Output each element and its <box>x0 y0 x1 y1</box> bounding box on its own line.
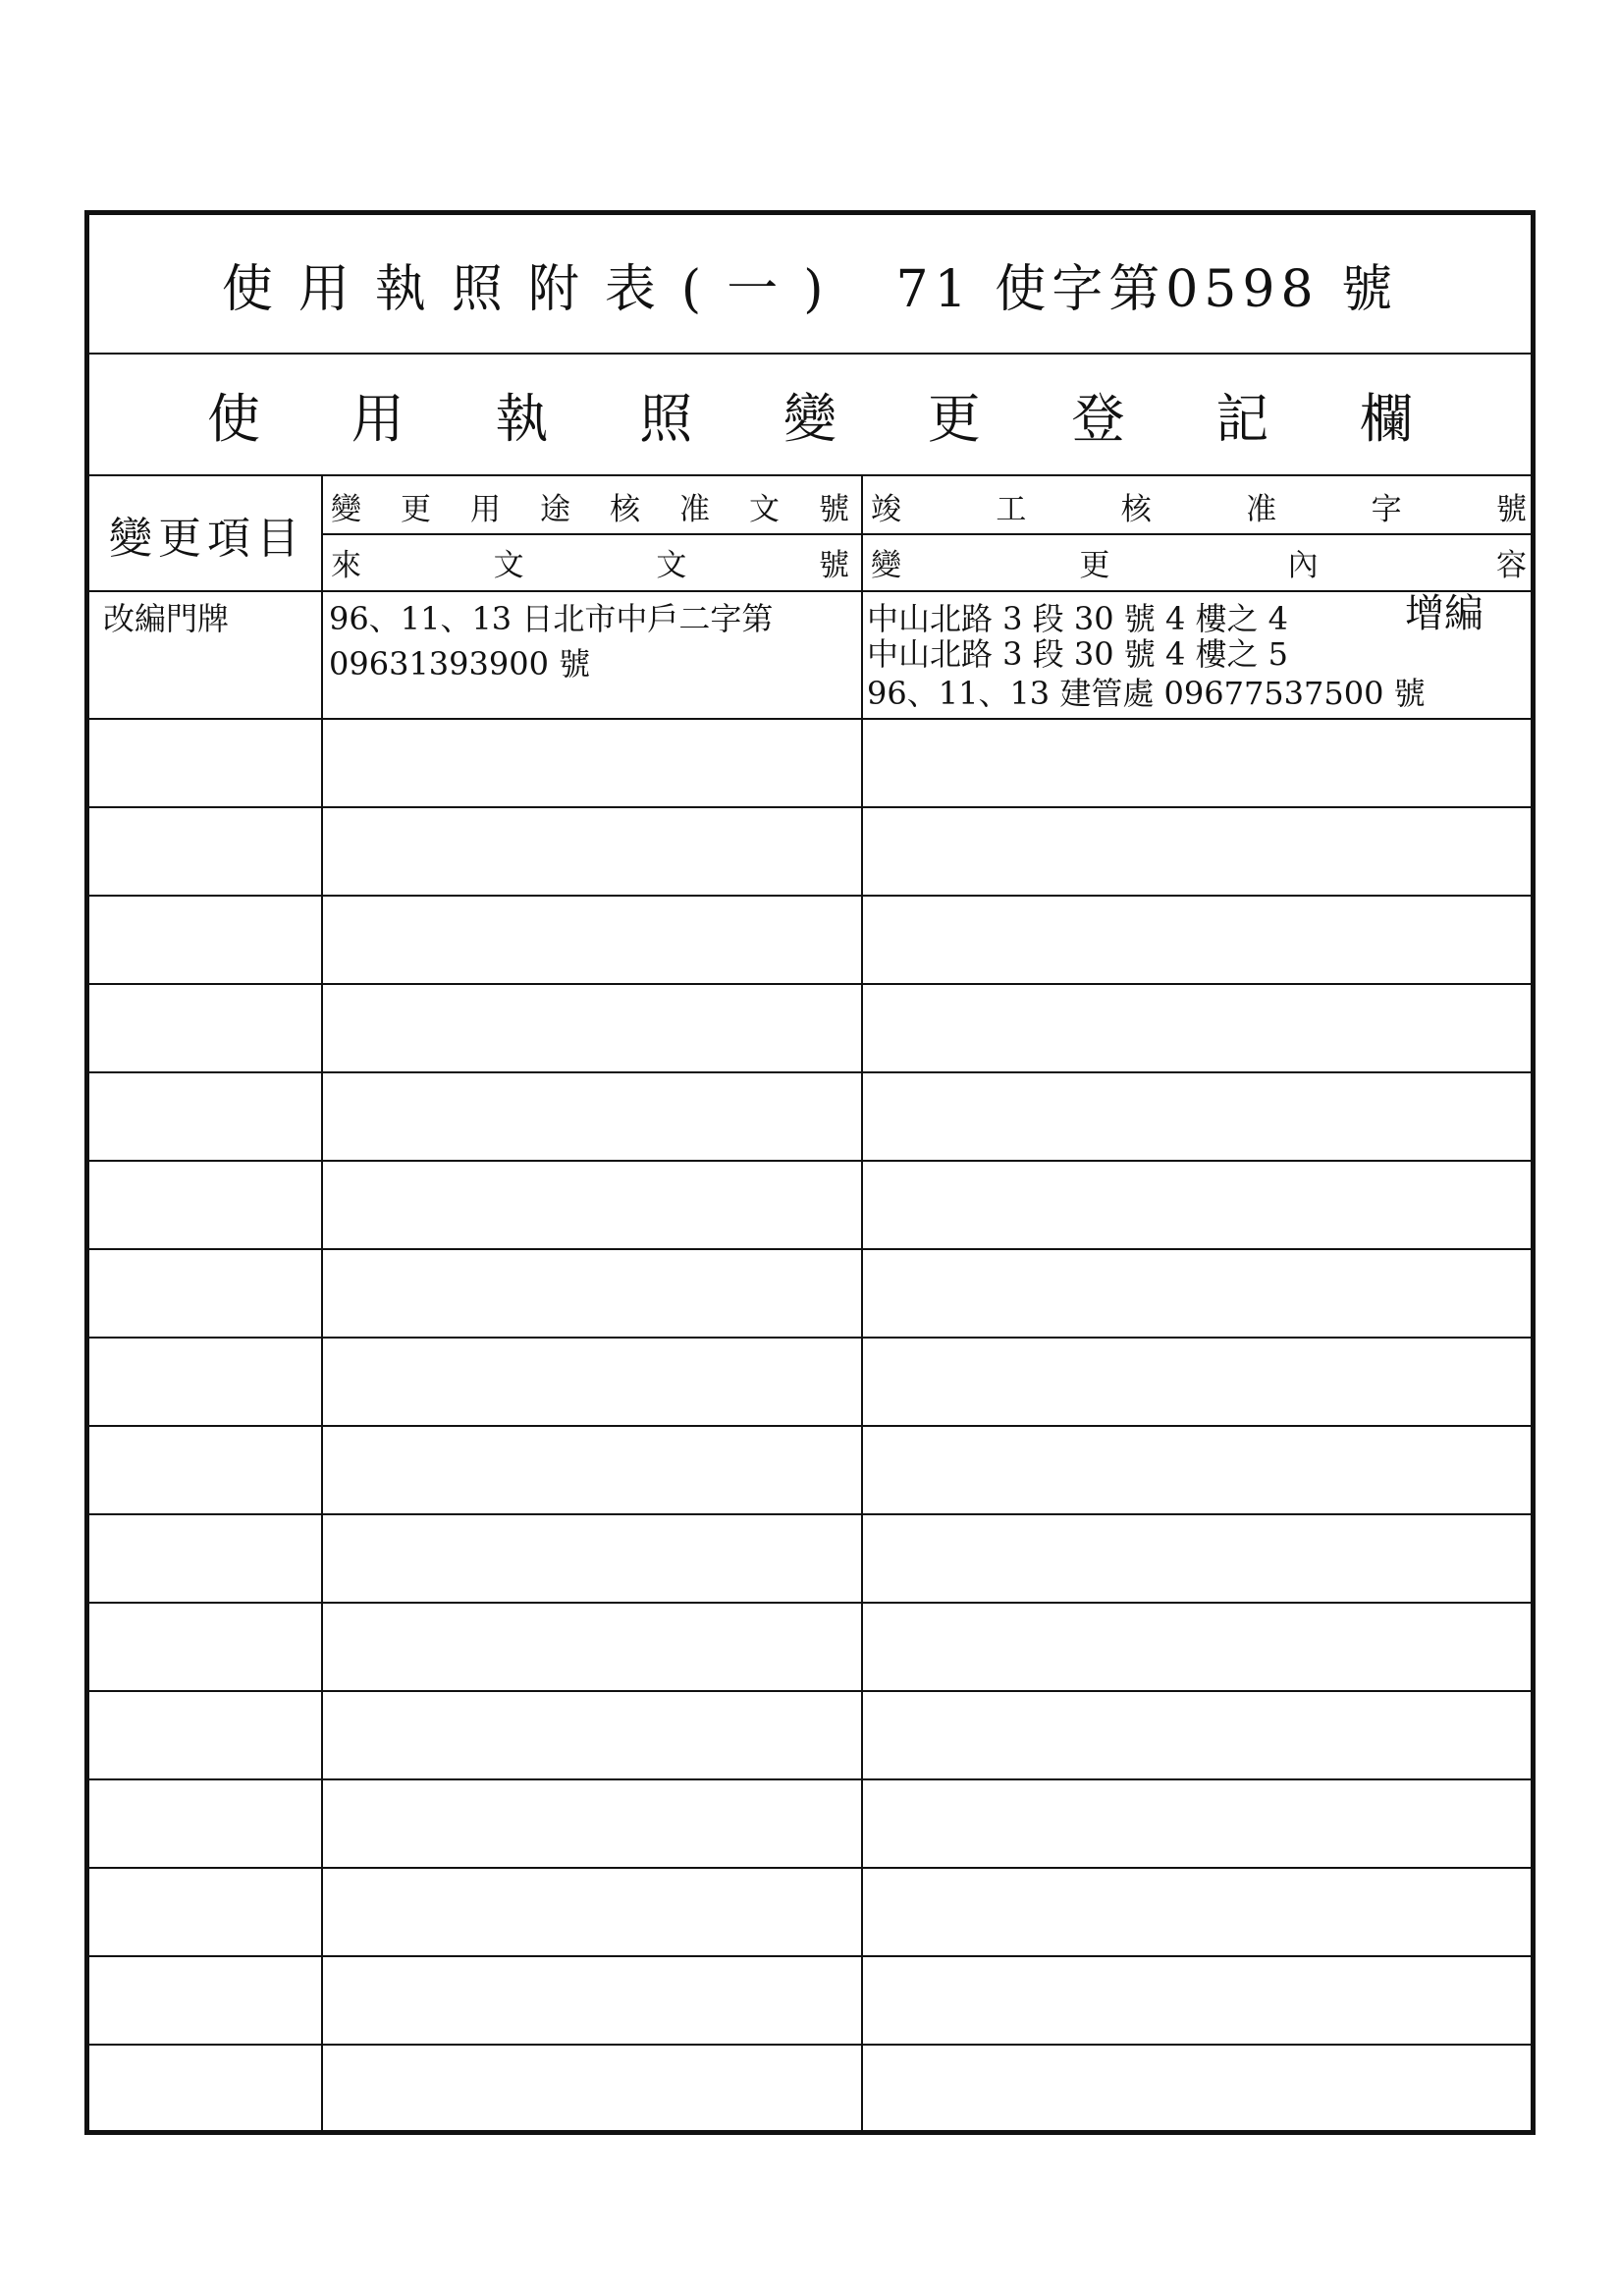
row-divider <box>89 1513 1531 1515</box>
header-char: 核 <box>610 491 640 527</box>
header-char: 號 <box>818 547 849 583</box>
change-content-header <box>871 535 1527 588</box>
header-char: 內 <box>1287 547 1319 583</box>
column-divider <box>321 474 323 2130</box>
entry-content-line: 中山北路 3 段 30 號 4 樓之 4 <box>867 600 1289 637</box>
row-divider <box>89 895 1531 897</box>
header-char: 號 <box>1495 491 1527 527</box>
register-title-char: 欄 <box>1360 387 1413 450</box>
row-divider <box>89 2044 1531 2046</box>
entry-doc-line: 96、11、13 日北市中戶二字第 <box>329 600 774 637</box>
incoming-doc-header <box>331 535 849 588</box>
row-divider <box>89 1778 1531 1780</box>
row-divider <box>89 806 1531 808</box>
entry-content-line: 96、11、13 建管處 09677537500 號 <box>867 675 1426 712</box>
form-title-main: 使用執照附表(一) <box>221 259 849 319</box>
header-char: 文 <box>749 491 780 527</box>
row-divider <box>89 1955 1531 1957</box>
form-title <box>89 215 1531 353</box>
header-char: 准 <box>1246 491 1277 527</box>
row-divider <box>89 1690 1531 1692</box>
register-title-char: 登 <box>1071 387 1125 450</box>
header-char: 更 <box>401 491 431 527</box>
register-title-char: 使 <box>207 387 260 450</box>
approval-doc-header <box>331 478 849 533</box>
row-divider <box>89 1248 1531 1250</box>
header-char: 途 <box>540 491 570 527</box>
divider <box>89 474 1531 476</box>
header-char: 字 <box>1371 491 1402 527</box>
license-attachment-form <box>84 210 1536 2135</box>
header-char: 來 <box>331 547 361 583</box>
register-title-char: 用 <box>351 387 404 450</box>
row-divider <box>89 983 1531 985</box>
completion-approval-header <box>871 478 1527 533</box>
register-title <box>207 355 1413 474</box>
header-char: 容 <box>1495 547 1527 583</box>
register-title-char: 變 <box>783 387 836 450</box>
header-char: 文 <box>656 547 687 583</box>
divider <box>89 590 1531 592</box>
entry-item: 改編門牌 <box>103 600 230 637</box>
divider <box>321 533 1531 535</box>
register-title-char: 照 <box>639 387 693 450</box>
row-divider <box>89 1867 1531 1869</box>
row-divider <box>89 1071 1531 1073</box>
row-divider <box>89 1337 1531 1339</box>
header-char: 用 <box>470 491 501 527</box>
register-title-char: 執 <box>495 387 549 450</box>
item-column-header: 變更項目 <box>109 514 305 564</box>
row-divider <box>89 718 1531 720</box>
header-char: 文 <box>493 547 524 583</box>
header-char: 變 <box>331 491 361 527</box>
header-char: 更 <box>1079 547 1110 583</box>
entry-content-line: 中山北路 3 段 30 號 4 樓之 5 <box>867 635 1289 673</box>
header-char: 變 <box>871 547 901 583</box>
header-char: 工 <box>996 491 1027 527</box>
column-divider <box>861 474 863 2130</box>
renumber-stamp: 增編 <box>1405 591 1483 636</box>
row-divider <box>89 1602 1531 1604</box>
header-char: 竣 <box>871 491 901 527</box>
header-char: 核 <box>1120 491 1152 527</box>
entry-doc-line: 09631393900 號 <box>329 645 591 683</box>
row-divider <box>89 1425 1531 1427</box>
license-number: 71 使字第0598 號 <box>895 259 1399 319</box>
row-divider <box>89 1160 1531 1162</box>
register-title-char: 更 <box>927 387 981 450</box>
header-char: 准 <box>679 491 710 527</box>
register-title-char: 記 <box>1215 387 1269 450</box>
header-char: 號 <box>819 491 849 527</box>
